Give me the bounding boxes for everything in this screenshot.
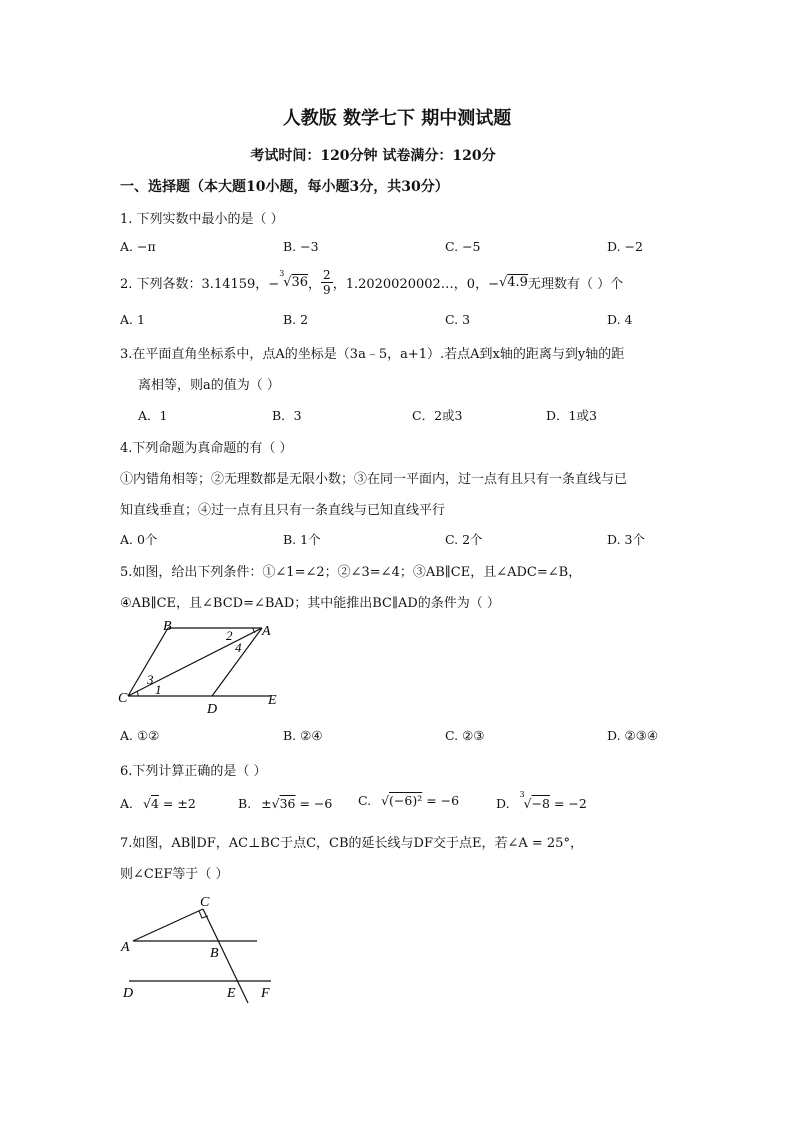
segment-ad [212, 628, 262, 696]
label-f: F [261, 986, 270, 1001]
q2-cube-root: 3 √36 [279, 269, 309, 290]
question-3-line1: 3.在平面直角坐标系中，点A的坐标是（3a﹣5，a+1）.若点A到x轴的距离与到y轴的距 [120, 347, 625, 362]
question-3-option-b: B．3 [272, 408, 302, 423]
question-4-stem: 4.下列命题为真命题的有（ ） [120, 441, 293, 456]
segment-ac [133, 909, 203, 941]
question-1-option-b: B. −3 [283, 239, 319, 254]
label-b: B [210, 946, 219, 961]
label-a: A [262, 624, 271, 639]
right-angle-mark [199, 911, 208, 918]
question-1-option-a: A. −π [120, 239, 156, 254]
label-e: E [227, 986, 236, 1001]
question-5-figure [110, 612, 300, 718]
question-6-option-a: A. √4 = ±2 [120, 796, 196, 811]
question-3-option-a: A．1 [138, 408, 168, 423]
question-5-option-a: A. ①② [120, 728, 160, 743]
question-1-option-c: C. −5 [445, 239, 481, 254]
question-4-option-a: A. 0个 [120, 532, 158, 547]
question-4-option-b: B. 1个 [283, 532, 321, 547]
question-6-option-b: B. ±√36 = −6 [238, 796, 333, 811]
label-e: E [268, 693, 277, 708]
question-4-line2: 知直线垂直；④过一点有且只有一条直线与已知直线平行 [120, 503, 446, 518]
question-5-option-c: C. ②③ [445, 728, 485, 743]
question-4-line1: ①内错角相等；②无理数都是无限小数；③在同一平面内，过一点有且只有一条直线与已 [120, 472, 628, 487]
label-c: C [118, 691, 128, 706]
question-4-option-d: D. 3个 [607, 532, 645, 547]
q2-square-root: √4.9 [498, 275, 528, 290]
question-5-option-b: B. ②④ [283, 728, 323, 743]
question-1-option-d: D. −2 [607, 239, 643, 254]
label-angle-1: 1 [155, 682, 162, 697]
label-d: D [123, 986, 134, 1001]
label-a: A [121, 940, 130, 955]
question-7-line2: 则∠CEF等于（ ） [120, 867, 229, 882]
label-angle-3: 3 [147, 672, 154, 687]
angle-1-arc [137, 691, 138, 696]
question-5-option-d: D. ②③④ [607, 728, 659, 743]
question-2-option-c: C. 3 [445, 312, 471, 327]
question-5-line2: ④AB∥CE，且∠BCD=∠BAD；其中能推出BC∥AD的条件为（ ） [120, 596, 500, 611]
question-5-line1: 5.如图，给出下列条件：①∠1=∠2；②∠3=∠4；③AB∥CE，且∠ADC=∠B， [120, 565, 582, 580]
q2-prefix: 2. 下列各数：3.14159，− [120, 277, 280, 292]
label-b: B [163, 619, 172, 634]
question-6-option-d: D. 3 √−8 = −2 [496, 790, 587, 811]
question-6-stem: 6.下列计算正确的是（ ） [120, 764, 267, 779]
question-6-option-c: C. √(−6)² = −6 [358, 793, 460, 808]
question-3-option-d: D．1或3 [546, 408, 597, 423]
exam-info: 考试时间：120分钟 试卷满分：120分 [250, 148, 496, 164]
page-title: 人教版 数学七下 期中测试题 [282, 108, 512, 129]
label-angle-4: 4 [235, 640, 242, 655]
question-2-stem: 2. 下列各数：3.14159，− 3 √36 ， $\frac{2}{9}$ ，1.2020020002…，0，− √4.9 无理数有（ ）个 [120, 268, 624, 297]
label-c: C [200, 895, 210, 910]
section-heading: 一、选择题（本大题10小题，每小题3分，共30分） [120, 179, 449, 195]
question-3-line2: 离相等，则a的值为（ ） [138, 378, 280, 393]
question-3-option-c: C．2或3 [412, 408, 463, 423]
question-4-option-c: C. 2个 [445, 532, 483, 547]
label-angle-2: 2 [226, 628, 233, 643]
q2-fraction: $\frac{2}{9}$ [323, 268, 331, 297]
question-2-option-b: B. 2 [283, 312, 309, 327]
label-d: D [207, 702, 218, 717]
question-7-figure [115, 890, 285, 1010]
question-1-stem: 1. 下列实数中最小的是（ ） [120, 212, 284, 227]
question-2-option-d: D. 4 [607, 312, 633, 327]
question-2-option-a: A. 1 [120, 312, 145, 327]
question-7-line1: 7.如图，AB∥DF，AC⊥BC于点C，CB的延长线与DF交于点E，若∠A = 25°， [120, 836, 583, 851]
